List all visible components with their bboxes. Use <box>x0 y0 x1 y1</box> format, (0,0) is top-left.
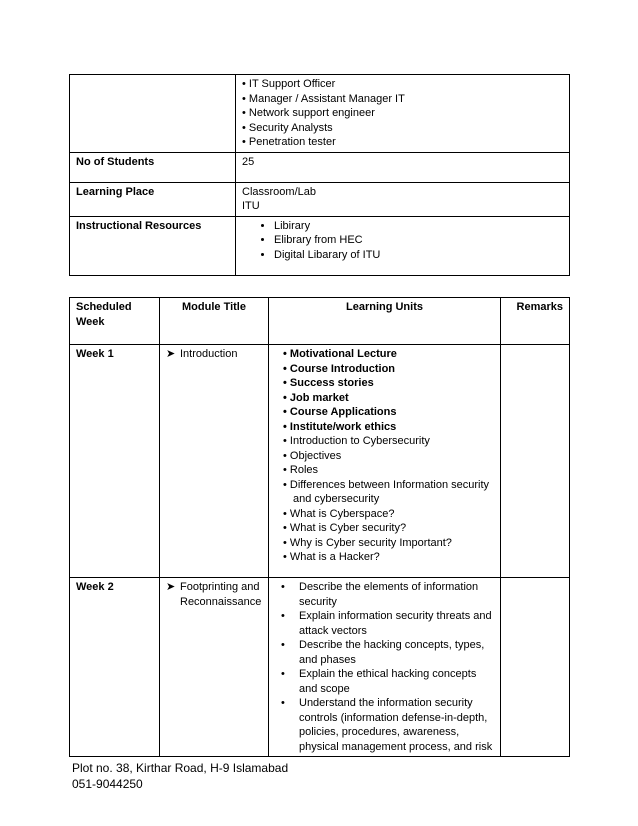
list-item: • Penetration tester <box>242 135 563 150</box>
list-item: • What is Cyberspace? <box>283 507 494 522</box>
place-row <box>70 182 570 216</box>
course-info-table <box>69 74 570 276</box>
list-item: • Roles <box>283 463 494 478</box>
list-item: • Understand the information security controls (information defense-in-depth, policies, procedures, awareness, physical management process, and risk <box>275 696 494 754</box>
footer-address: Plot no. 38, Kirthar Road, H-9 Islamabad <box>72 761 289 775</box>
module-title-text: Introduction <box>180 348 238 360</box>
career-label-cell <box>70 75 236 153</box>
learning-units-cell <box>269 578 501 757</box>
header-remarks: Remarks <box>501 298 570 345</box>
remarks-cell <box>501 578 570 757</box>
resources-cell <box>236 216 570 275</box>
resources-row <box>70 216 570 275</box>
week-cell: Week 2 <box>70 578 160 757</box>
learning-units-list <box>275 347 494 565</box>
place-value <box>236 182 570 216</box>
list-item: • Objectives <box>283 449 494 464</box>
page-footer <box>72 760 288 792</box>
list-item: • Introduction to Cybersecurity <box>283 434 494 449</box>
career-row <box>70 75 570 153</box>
list-item: • Security Analysts <box>242 121 563 136</box>
header-learning-units: Learning Units <box>269 298 501 345</box>
list-item: • IT Support Officer <box>242 77 563 92</box>
arrow-bullet-icon: ➤ <box>166 581 176 593</box>
place-line: Classroom/Lab <box>242 185 316 198</box>
list-item: • Describe the hacking concepts, types, and phases <box>275 638 494 667</box>
arrow-bullet-icon: ➤ <box>166 348 176 360</box>
list-item: • Motivational Lecture <box>283 347 494 362</box>
place-label: Learning Place <box>70 182 236 216</box>
schedule-table <box>69 297 570 757</box>
learning-units-cell <box>269 345 501 578</box>
list-item: • Explain the ethical hacking concepts and scope <box>275 667 494 696</box>
resources-list <box>242 219 563 263</box>
list-item: • Success stories <box>283 376 494 391</box>
list-item: • Elibrary from HEC <box>274 233 563 248</box>
career-options-cell <box>236 75 570 153</box>
list-item: • Libirary <box>274 219 563 234</box>
students-value: 25 <box>236 152 570 182</box>
list-item: • Differences between Information security and cybersecurity <box>283 478 494 507</box>
learning-units-list <box>275 580 494 754</box>
list-item: • Network support engineer <box>242 106 563 121</box>
students-row <box>70 152 570 182</box>
list-item: • Course Applications <box>283 405 494 420</box>
module-title-text: Footprinting and Reconnaissance <box>180 581 262 608</box>
remarks-cell <box>501 345 570 578</box>
list-item: • Course Introduction <box>283 362 494 377</box>
list-item: • What is Cyber security? <box>283 521 494 536</box>
footer-phone: 051-9044250 <box>72 777 143 791</box>
list-item: • What is a Hacker? <box>283 550 494 565</box>
schedule-header-row <box>70 298 570 345</box>
module-title <box>166 347 262 362</box>
list-item: • Describe the elements of information security <box>275 580 494 609</box>
list-item: • Why is Cyber security Important? <box>283 536 494 551</box>
career-options-list <box>242 77 563 150</box>
list-item: • Explain information security threats and attack vectors <box>275 609 494 638</box>
header-module-title: Module Title <box>160 298 269 345</box>
module-title <box>166 580 262 609</box>
list-item: • Manager / Assistant Manager IT <box>242 92 563 107</box>
week-cell: Week 1 <box>70 345 160 578</box>
header-scheduled-week: Scheduled Week <box>70 298 160 345</box>
table-row <box>70 578 570 757</box>
module-cell <box>160 578 269 757</box>
list-item: • Digital Libarary of ITU <box>274 248 563 263</box>
module-cell <box>160 345 269 578</box>
list-item: • Job market <box>283 391 494 406</box>
place-line: ITU <box>242 200 260 212</box>
table-row <box>70 345 570 578</box>
list-item: • Institute/work ethics <box>283 420 494 435</box>
resources-label: Instructional Resources <box>70 216 236 275</box>
students-label: No of Students <box>70 152 236 182</box>
